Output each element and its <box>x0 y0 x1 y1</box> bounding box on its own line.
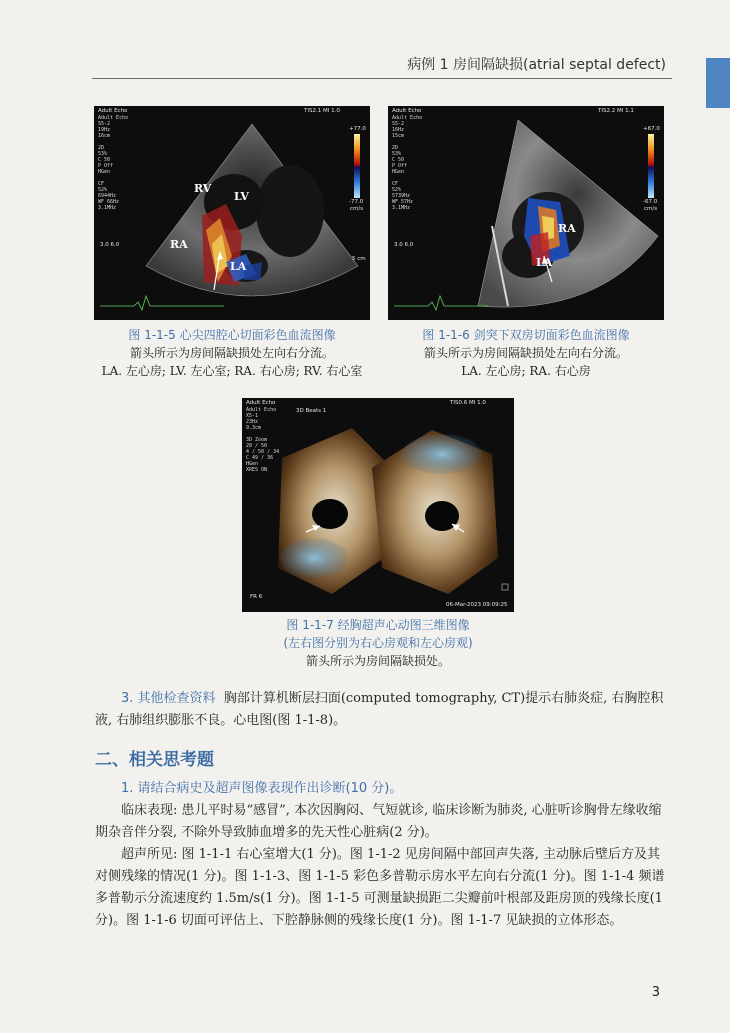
label-ra: RA <box>170 238 188 251</box>
page-number: 3 <box>651 985 660 1000</box>
acquisition-settings: Adult Echo X5-1 23Hz 9.3cm 3D Zoom 20 / 50 4 / 50 / 34 C 49 / 36 HGen XRES ON <box>246 407 280 473</box>
caption-line: 箭头所示为房间隔缺损处左向右分流。 <box>129 346 334 360</box>
caption-subtitle: (左右图分别为右心房观和左心房观) <box>283 636 473 650</box>
caption-fig-1-1-5 <box>70 326 394 380</box>
safety-index: TIS2.2 MI 1.1 <box>598 108 634 114</box>
chapter-tab <box>706 58 730 108</box>
acquisition-settings: Adult Echo S5-2 19Hz 16cm 2D 53% C 50 P Off HGen CF 52% 6944Hz WF 66Hz 3.1MHz <box>98 115 129 211</box>
paragraph-clinical: 临床表现: 患儿平时易“感冒”, 本次因胸闷、气短就诊, 临床诊断为肺炎, 心脏听诊胸骨左缘收缩期杂音伴分裂, 不除外导致肺血增多的先天性心脏病(2 分)。 <box>95 803 662 840</box>
view-title: 3D Beats 1 <box>296 408 327 414</box>
paragraph-label: 3. 其他检查资料 <box>121 691 216 706</box>
depth-marker: 5 cm <box>352 256 366 262</box>
paragraph-ultrasound: 超声所见: 图 1-1-1 右心室增大(1 分)。图 1-1-2 见房间隔中部回声失落, 主动脉后壁后方及其对侧残缘的情况(1 分)。图 1-1-3、图 1-1-5 彩色多普勒示房水平左向右分流(1 分)。图 1-1-4 频谱多普勒示分流速度约 1.5m/s(1 分)。图 1-1-5 可测量缺损距二尖瓣前叶根部及距房顶的残缘长度(1 分)。图 1-1-6 切面可评估上、下腔静脉侧的残缘长度(1 分)。图 1-1-7 见缺损的立体形态。 <box>95 847 665 928</box>
echo-scan-fig6 <box>388 106 664 320</box>
echo-3d-render <box>242 398 514 612</box>
echo-image-fig-1-1-7 <box>242 398 514 612</box>
caption-fig-1-1-7 <box>230 616 526 670</box>
echo-image-fig-1-1-6 <box>388 106 664 320</box>
caption-line: 箭头所示为房间隔缺损处。 <box>305 654 450 668</box>
frame-rate: FR 6 <box>250 594 263 600</box>
caption-fig-1-1-6 <box>376 326 676 380</box>
caption-legend: LA. 左心房; RA. 右心房 <box>461 364 591 378</box>
timestamp: 06-Mar-2023 09:09:25 <box>446 602 508 608</box>
question-text: 1. 请结合病史及超声图像表现作出诊断(10 分)。 <box>121 781 403 796</box>
question-label <box>95 778 673 800</box>
running-title: 病例 1 房间隔缺损(atrial septal defect) <box>407 57 666 73</box>
depth-ticks: 3.0 6.0 <box>394 242 414 248</box>
section-title: 二、相关思考题 <box>95 750 214 770</box>
caption-title: 图 1-1-7 经胸超声心动图三维图像 <box>286 618 470 632</box>
label-lv: LV <box>234 190 249 203</box>
label-ra: RA <box>558 222 576 235</box>
scale-top: +77.0 <box>349 126 366 132</box>
depth-ticks: 3.0 6.0 <box>100 242 120 248</box>
label-la: LA <box>230 260 247 273</box>
scale-unit: cm/s <box>644 206 658 212</box>
paragraph-other-exams <box>95 688 673 732</box>
paragraph-text: 胸部计算机断层扫面(computed tomography, CT)提示右肺炎症, 右胸腔积液, 右肺组织膨胀不良。心电图(图 1-1-8)。 <box>95 691 664 728</box>
caption-title: 图 1-1-5 心尖四腔心切面彩色血流图像 <box>128 328 336 342</box>
label-rv: RV <box>194 182 212 195</box>
caption-legend: LA. 左心房; LV. 左心室; RA. 右心房; RV. 右心室 <box>101 364 363 378</box>
echo-image-fig-1-1-5 <box>94 106 370 320</box>
acquisition-settings: Adult Echo S5-2 16Hz 15cm 2D 53% C 50 P Off HGen CF 52% 5739Hz WF 57Hz 3.1MHz <box>392 115 423 211</box>
caption-line: 箭头所示为房间隔缺损处左向右分流。 <box>423 346 628 360</box>
machine-label: Adult Echo <box>392 108 422 114</box>
safety-index: TIS2.1 MI 1.0 <box>304 108 340 114</box>
header-rule <box>92 78 672 79</box>
echo-scan-fig5 <box>94 106 370 320</box>
scale-bottom: -67.0 <box>643 199 658 205</box>
scale-bottom: -77.0 <box>349 199 364 205</box>
caption-title: 图 1-1-6 剑突下双房切面彩色血流图像 <box>422 328 630 342</box>
scale-unit: cm/s <box>350 206 364 212</box>
machine-label: Adult Echo <box>98 108 128 114</box>
safety-index: TIS0.6 MI 1.0 <box>450 400 486 406</box>
machine-label: Adult Echo <box>246 400 276 406</box>
scale-top: +67.0 <box>643 126 660 132</box>
label-la: LA <box>536 256 553 269</box>
